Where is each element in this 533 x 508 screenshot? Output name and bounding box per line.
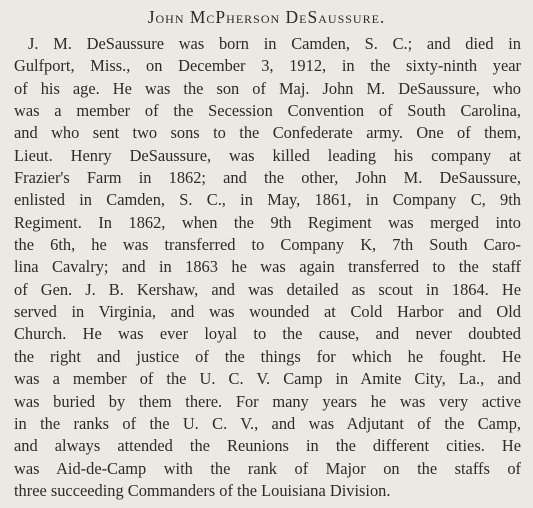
article-body (14, 33, 521, 502)
text-line: and always attended the Reunions in the different cities. He (14, 436, 521, 456)
text-line: the right and justice of the things for which he fought. He (14, 346, 521, 366)
text-line: served in Virginia, and was wounded at Cold Harbor and Old (14, 302, 521, 322)
text-line: the 6th, he was transferred to Company K, 7th South Caro- (14, 235, 521, 255)
text-line: Lieut. Henry DeSaussure, was killed leading his company at (14, 145, 521, 165)
text-line: Church. He was ever loyal to the cause, and never doubted (14, 324, 521, 344)
text-line: of his age. He was the son of Maj. John M. DeSaussure, who (14, 78, 521, 98)
text-line: lina Cavalry; and in 1863 he was again transferred to the staff (14, 257, 521, 277)
text-line: was Aid-de-Camp with the rank of Major on the staffs of (14, 458, 521, 478)
text-line: was a member of the U. C. V. Camp in Amite City, La., and (14, 369, 521, 389)
text-line: was buried by them there. For many years he was very active (14, 391, 521, 411)
text-line: Gulfport, Miss., on December 3, 1912, in the sixty-ninth year (14, 56, 521, 76)
article-title: John McPherson DeSaussure. (147, 7, 386, 27)
text-line: three succeeding Commanders of the Louisiana Division. (14, 480, 391, 500)
text-line: of Gen. J. B. Kershaw, and was detailed as scout in 1864. He (14, 279, 521, 299)
text-line: enlisted in Camden, S. C., in May, 1861, in Company C, 9th (14, 190, 521, 210)
text-line: and who sent two sons to the Confederate army. One of them, (14, 123, 521, 143)
text-line: Regiment. In 1862, when the 9th Regiment was merged into (14, 212, 521, 232)
text-line: was a member of the Secession Convention of South Carolina, (14, 101, 521, 121)
text-line: Frazier's Farm in 1862; and the other, John M. DeSaussure, (14, 168, 521, 188)
text-line: in the ranks of the U. C. V., and was Adjutant of the Camp, (14, 413, 521, 433)
text-line: J. M. DeSaussure was born in Camden, S. C.; and died in (28, 34, 521, 53)
